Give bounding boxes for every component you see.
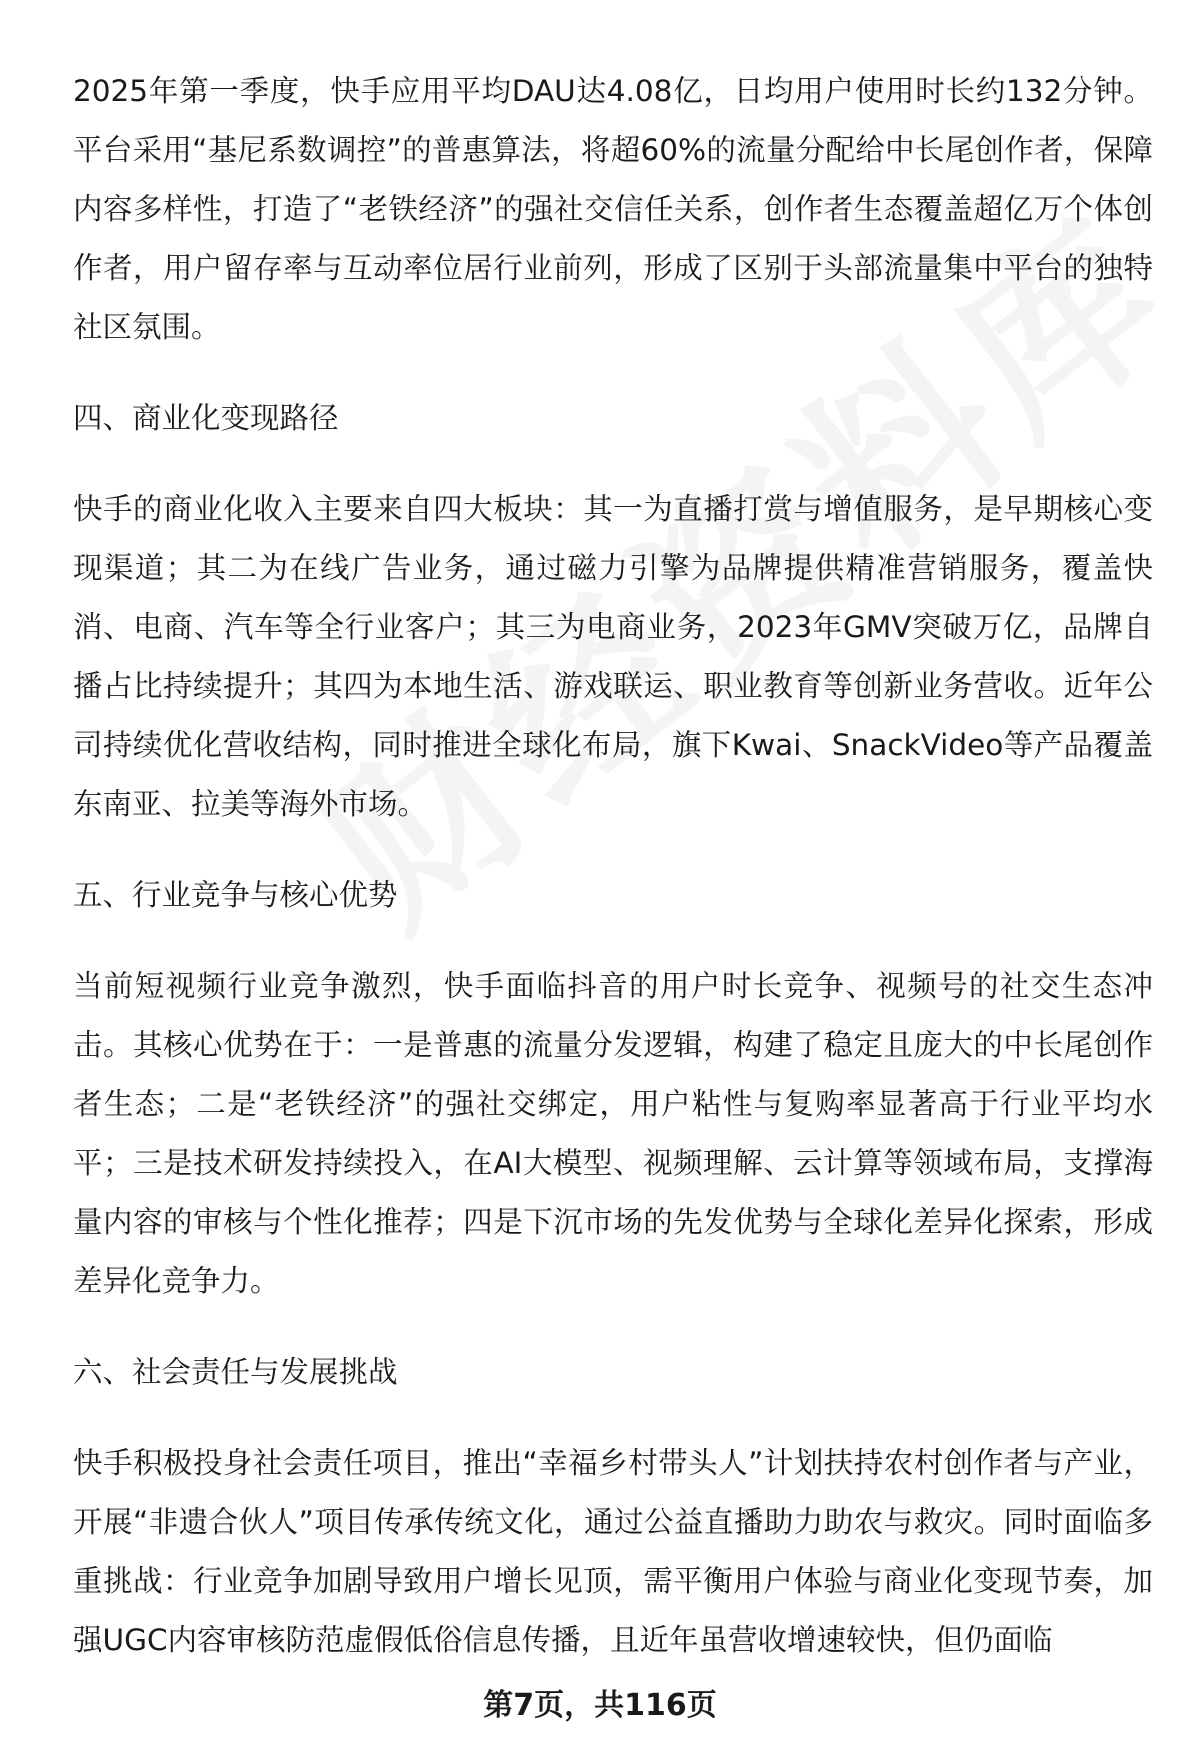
- intro-paragraph: 2025年第一季度，快手应用平均DAU达4.08亿，日均用户使用时长约132分钟。平台采用“基尼系数调控”的普惠算法，将超60%的流量分配给中长尾创作者，保障内容多样性，打造了“老铁经济”的强社交信任关系，创作者生态覆盖超亿万个体创作者，用户留存率与互动率位居行业前列，形成了区别于头部流量集中平台的独特社区氛围。: [73, 74, 1153, 344]
- social-responsibility-paragraph: 快手积极投身社会责任项目，推出“幸福乡村带头人”计划扶持农村创作者与产业，开展“非遗合伙人”项目传承传统文化，通过公益直播助力助农与救灾。同时面临多重挑战：行业竞争加剧导致用户增长见顶，需平衡用户体验与商业化变现节奏，加强UGC内容审核防范虚假低俗信息传播，且近年虽营收增速较快，但仍面临: [73, 1446, 1153, 1657]
- competition-paragraph: 当前短视频行业竞争激烈，快手面临抖音的用户时长竞争、视频号的社交生态冲击。其核心优势在于：一是普惠的流量分发逻辑，构建了稳定且庞大的中长尾创作者生态；二是“老铁经济”的强社交绑定，用户粘性与复购率显著高于行业平均水平；三是技术研发持续投入，在AI大模型、视频理解、云计算等领域布局，支撑海量内容的审核与个性化推荐；四是下沉市场的先发优势与全球化差异化探索，形成差异化竞争力。: [73, 969, 1153, 1298]
- section-heading-competition: 五、行业竞争与核心优势: [73, 878, 398, 912]
- commercialization-paragraph: 快手的商业化收入主要来自四大板块：其一为直播打赏与增值服务，是早期核心变现渠道；其二为在线广告业务，通过磁力引擎为品牌提供精准营销服务，覆盖快消、电商、汽车等全行业客户；其三为电商业务，2023年GMV突破万亿，品牌自播占比持续提升；其四为本地生活、游戏联运、职业教育等创新业务营收。近年公司持续优化营收结构，同时推进全球化布局，旗下Kwai、SnackVideo等产品覆盖东南亚、拉美等海外市场。: [73, 492, 1153, 821]
- section-heading-social-responsibility: 六、社会责任与发展挑战: [73, 1355, 398, 1389]
- page-number-footer: 第7页，共116页: [483, 1688, 717, 1723]
- section-heading-commercialization: 四、商业化变现路径: [73, 401, 339, 435]
- document-body: [73, 62, 1153, 1670]
